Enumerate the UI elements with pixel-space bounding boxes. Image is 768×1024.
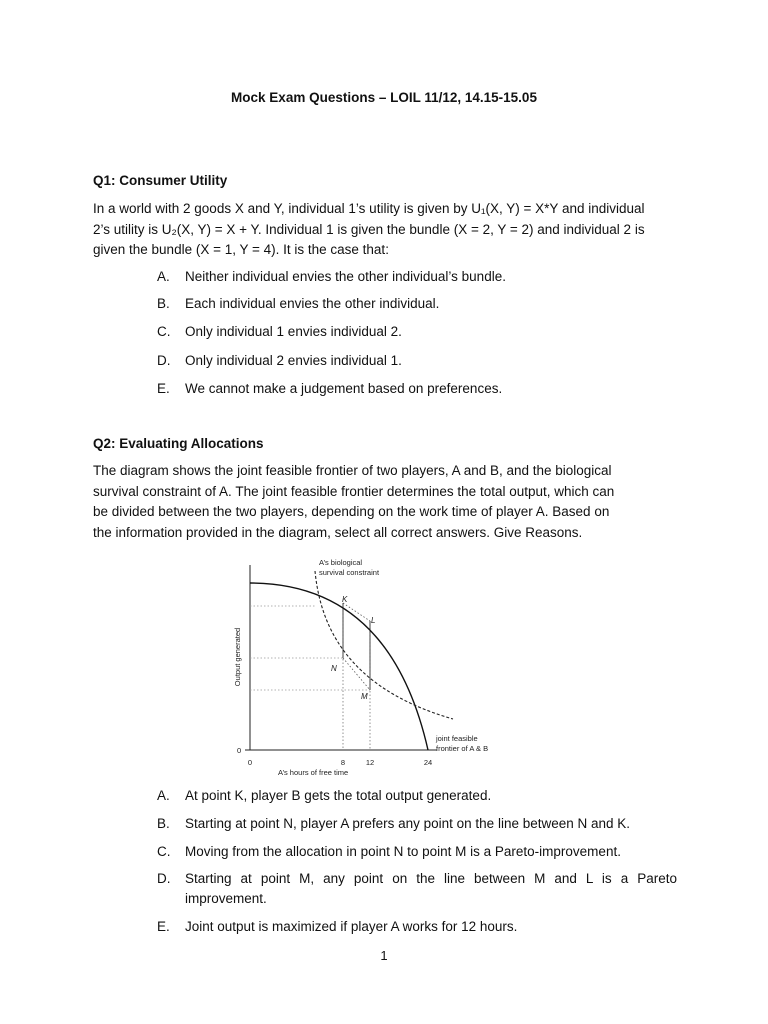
y-tick-label: 0 bbox=[237, 746, 242, 755]
q1-option-d bbox=[157, 351, 677, 371]
q2-text-line: The diagram shows the joint feasible frontier of two players, A and B, and the biological bbox=[93, 463, 612, 478]
q2-text-line: be divided between the two players, depending on the work time of player A. Based on bbox=[93, 504, 610, 519]
q2-option-b bbox=[157, 814, 677, 834]
page-title: Mock Exam Questions – LOIL 11/12, 14.15-15.05 bbox=[231, 90, 537, 105]
option-text: Only individual 2 envies individual 1. bbox=[185, 353, 402, 368]
point-l-label: L bbox=[371, 616, 376, 625]
survival-label: survival constraint bbox=[319, 568, 380, 577]
option-text: Each individual envies the other individual. bbox=[185, 296, 440, 311]
option-letter: D. bbox=[157, 353, 171, 368]
survival-label: A’s biological bbox=[319, 558, 363, 567]
q2-option-a bbox=[157, 786, 677, 806]
survival-constraint-curve bbox=[315, 571, 453, 719]
option-letter: A. bbox=[157, 269, 170, 284]
q1-text-line: 2’s utility is U₂(X, Y) = X + Y. Individual 1 is given the bundle (X = 2, Y = 2) and individual 2 is bbox=[93, 221, 645, 237]
x-tick-label: 0 bbox=[247, 758, 253, 767]
q2-text-line: survival constraint of A. The joint feasible frontier determines the total output, which can bbox=[93, 483, 615, 499]
frontier-label: frontier of A & B bbox=[436, 744, 489, 753]
frontier-label: joint feasible bbox=[436, 734, 478, 743]
q1-text-line: given the bundle (X = 1, Y = 4). It is the case that: bbox=[93, 242, 389, 257]
x-tick-label: 8 bbox=[340, 758, 346, 767]
point-n-label: N bbox=[331, 664, 337, 673]
option-text: Neither individual envies the other individual’s bundle. bbox=[185, 269, 506, 284]
option-letter: B. bbox=[157, 816, 170, 831]
option-text: Moving from the allocation in point N to point M is a Pareto-improvement. bbox=[185, 844, 621, 859]
option-letter: E. bbox=[157, 919, 170, 934]
q2-option-c bbox=[157, 842, 677, 862]
page-number: 1 bbox=[380, 948, 388, 963]
feasible-frontier-diagram bbox=[225, 553, 515, 783]
option-letter: C. bbox=[157, 844, 171, 859]
option-letter: E. bbox=[157, 381, 170, 396]
option-letter: A. bbox=[157, 788, 170, 803]
option-text: We cannot make a judgement based on preferences. bbox=[185, 381, 503, 396]
q1-option-b bbox=[157, 294, 677, 314]
q1-text bbox=[93, 199, 683, 261]
option-text: Starting at point M, any point on the line between M and L is a Pareto improvement. bbox=[185, 871, 677, 906]
option-text: Only individual 1 envies individual 2. bbox=[185, 324, 402, 339]
q2-text-line: the information provided in the diagram, select all correct answers. Give Reasons. bbox=[93, 524, 583, 540]
q2-option-e bbox=[157, 917, 677, 937]
option-letter: B. bbox=[157, 296, 170, 311]
q1-text-line: In a world with 2 goods X and Y, individual 1’s utility is given by U₁(X, Y) = X*Y and individual bbox=[93, 201, 645, 216]
option-text: At point K, player B gets the total output generated. bbox=[185, 788, 492, 803]
q1-option-a bbox=[157, 267, 677, 287]
option-text: Joint output is maximized if player A works for 12 hours. bbox=[185, 919, 518, 934]
option-letter: C. bbox=[157, 324, 171, 339]
y-axis-label: Output generated bbox=[233, 627, 242, 687]
line-n-m bbox=[343, 658, 370, 690]
x-tick-label: 12 bbox=[365, 758, 375, 767]
q2-option-d bbox=[157, 869, 677, 909]
point-m-label: M bbox=[361, 692, 368, 701]
q2-text bbox=[93, 461, 683, 543]
option-letter: D. bbox=[157, 871, 171, 886]
joint-feasible-frontier-curve bbox=[250, 583, 428, 750]
x-axis-label: A’s hours of free time bbox=[278, 768, 349, 777]
option-text: Starting at point N, player A prefers any point on the line between N and K. bbox=[185, 816, 631, 831]
x-tick-label: 24 bbox=[423, 758, 433, 767]
q1-option-e bbox=[157, 379, 677, 399]
q1-option-c bbox=[157, 322, 677, 342]
point-k-label: K bbox=[342, 595, 348, 604]
q1-heading: Q1: Consumer Utility bbox=[93, 173, 228, 188]
q2-heading: Q2: Evaluating Allocations bbox=[93, 436, 264, 451]
